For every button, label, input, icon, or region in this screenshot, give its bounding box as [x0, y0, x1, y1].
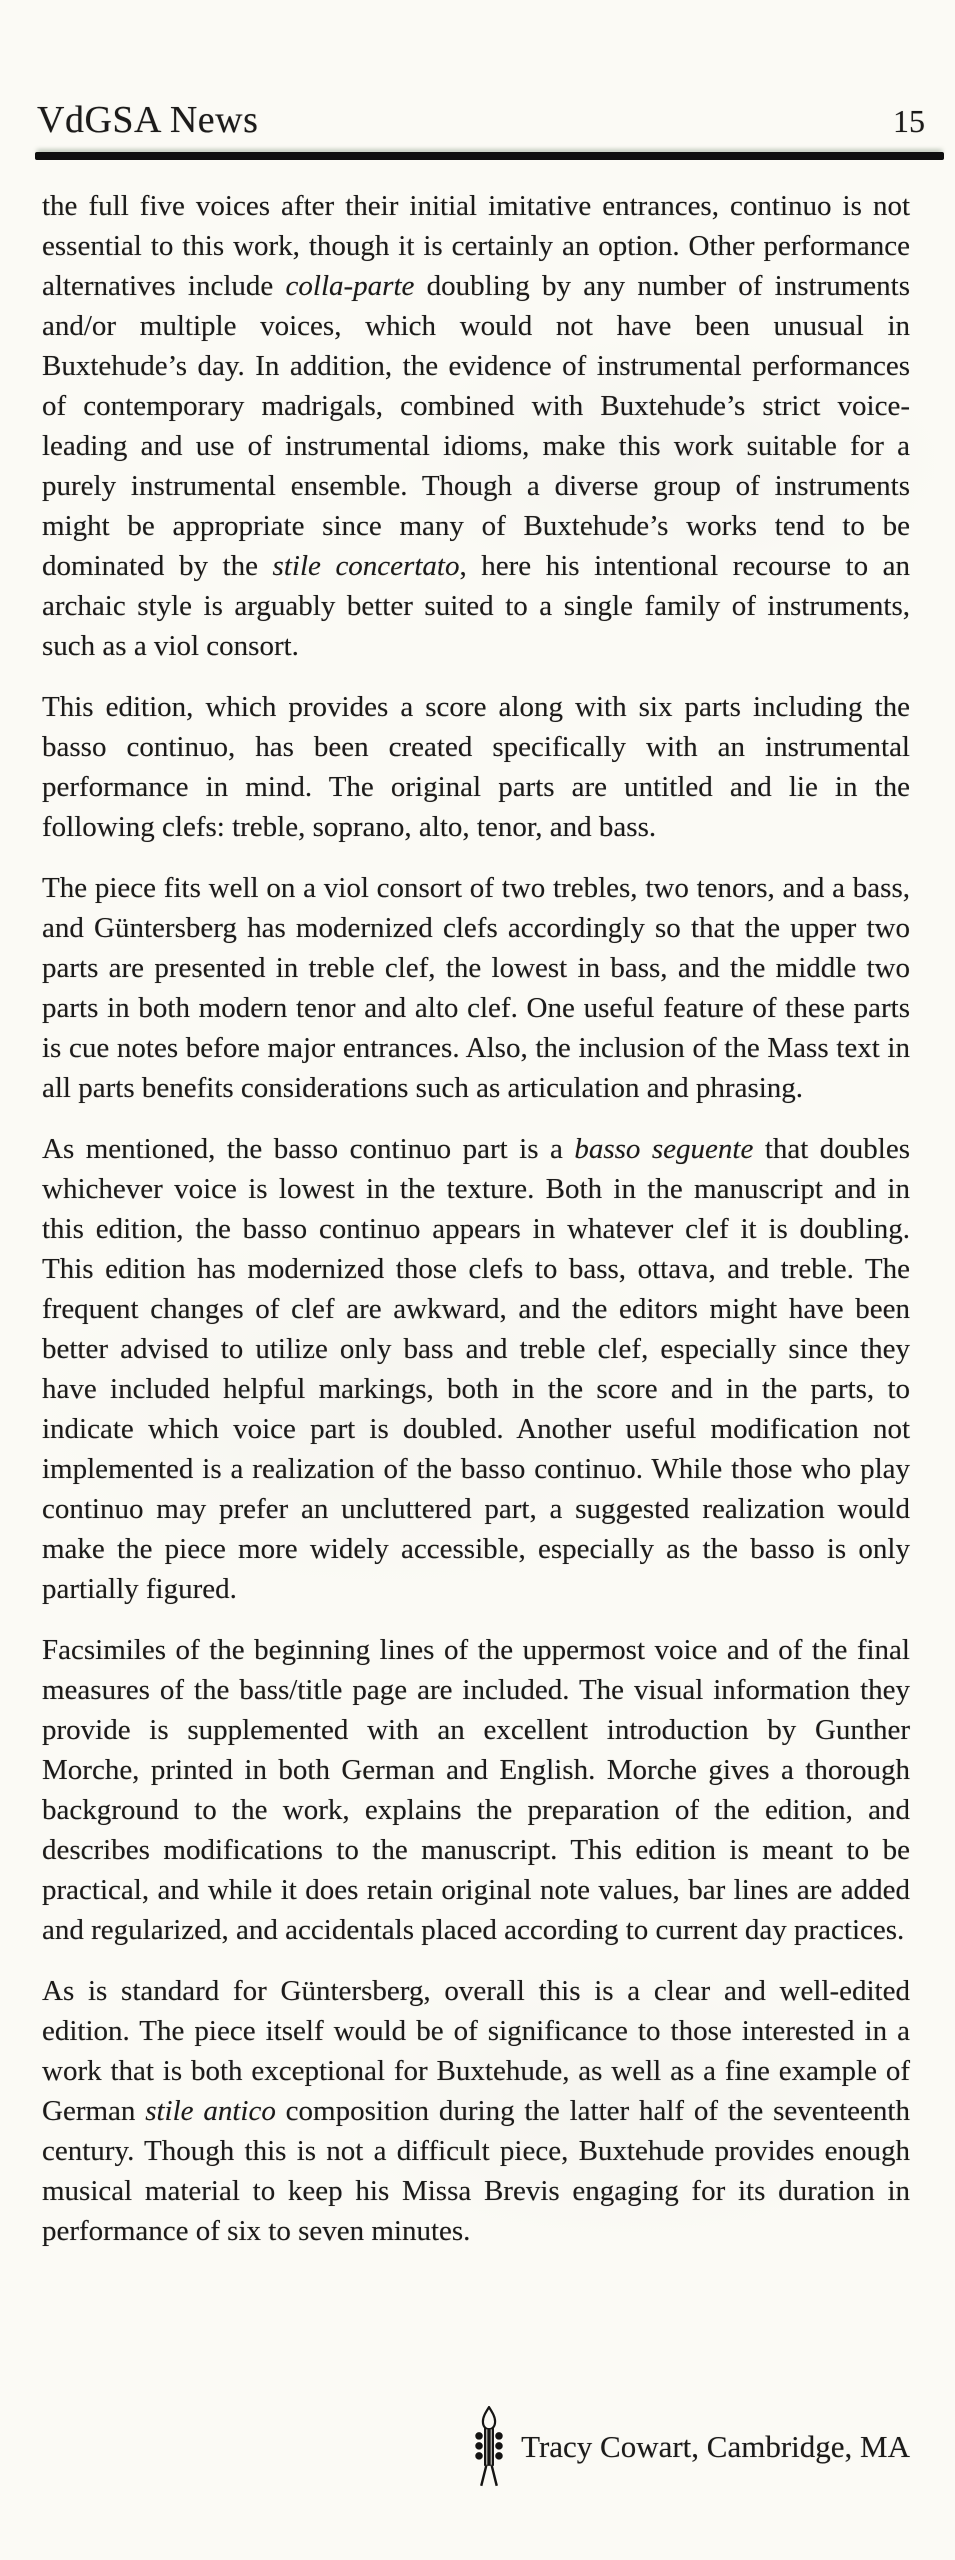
paragraph — [42, 1971, 910, 2251]
header-rule — [35, 152, 944, 160]
italic-term: colla-parte — [285, 270, 415, 302]
newsletter-title: VdGSA News — [37, 99, 259, 141]
viol-pegbox-icon — [472, 2406, 506, 2488]
paragraph-text: that doubles whichever voice is lowest in the texture. Both in the manuscript and in this edition, the basso continuo appears in whatever clef it is doubling. This edition has modernized those clefs to bass, ottava, and treble. The frequent changes of clef are awkward, and the editors might have been better advised to utilize only bass and treble clef, especially since they have included helpful markings, both in the score and in the parts, to indicate which voice part is doubled. Another useful modification not implemented is a realization of the basso continuo. While those who play continuo may prefer an uncluttered part, a suggested realization would make the piece more widely accessible, especially as the basso is only partially figured. — [42, 1133, 911, 1605]
paragraph-text: Facsimiles of the beginning lines of the uppermost voice and of the final measures of the bass/title page are included. The visual information they provide is supplemented with an excellent introduction by Gunther Morche, printed in both German and English. Morche gives a thorough background to the work, explains the preparation of the edition, and describes modifications to the manuscript. This edition is meant to be practical, and while it does retain original note values, bar lines are added and regularized, and accidentals placed according to current day practices. — [42, 1634, 910, 1946]
article-body — [42, 186, 910, 2272]
paragraph-text: doubling by any number of instruments and/or multiple voices, which would not have been unusual in Buxtehude’s day. In addition, the evidence of instrumental performances of contemporary madrigals, combined with Buxtehude’s strict voice-leading and use of instrumental idioms, make this work suitable for a purely instrumental ensemble. Though a diverse group of instruments might be appropriate since many of Buxtehude’s works tend to be dominated by the — [42, 270, 910, 582]
paragraph-text: , here his intentional recourse to an archaic style is arguably better suited to a single family of instruments, such as a viol consort. — [42, 550, 911, 662]
paragraph — [42, 1129, 910, 1609]
signature-line — [42, 2406, 910, 2488]
author-credit: Tracy Cowart, Cambridge, MA — [521, 2429, 910, 2464]
page-header — [37, 98, 925, 142]
paragraph — [42, 868, 910, 1108]
page-number: 15 — [893, 103, 925, 139]
italic-term: basso seguente — [574, 1133, 754, 1165]
paragraph-text: The piece fits well on a viol consort of two trebles, two tenors, and a bass, and Güntersberg has modernized clefs accordingly so that the upper two parts are presented in treble clef, the lowest in bass, and the middle two parts in both modern tenor and alto clef. One useful feature of these parts is cue notes before major entrances. Also, the inclusion of the Mass text in all parts benefits considerations such as articulation and phrasing. — [42, 872, 910, 1104]
paragraph — [42, 687, 910, 847]
paragraph-text: composition during the latter half of the seventeenth century. Though this is not a difficult piece, Buxtehude provides enough musical material to keep his Missa Brevis engaging for its duration in performance of six to seven minutes. — [42, 2095, 910, 2247]
italic-term: stile concertato — [272, 550, 460, 582]
paragraph-text: As is standard for Güntersberg, overall this is a clear and well-edited edition. The piece itself would be of significance to those interested in a work that is both exceptional for Buxtehude, as well as a fine example of German — [42, 1975, 910, 2127]
paragraph-text: This edition, which provides a score along with six parts including the basso continuo, has been created specifically with an instrumental performance in mind. The original parts are untitled and lie in the following clefs: treble, soprano, alto, tenor, and bass. — [42, 691, 910, 843]
paragraph — [42, 186, 910, 666]
paragraph-text: the full five voices after their initial imitative entrances, continuo is not essential to this work, though it is certainly an option. Other performance alternatives include — [42, 190, 910, 302]
paragraph-text: As mentioned, the basso continuo part is a — [42, 1133, 575, 1165]
paragraph — [42, 1630, 910, 1950]
italic-term: stile antico — [145, 2095, 276, 2127]
